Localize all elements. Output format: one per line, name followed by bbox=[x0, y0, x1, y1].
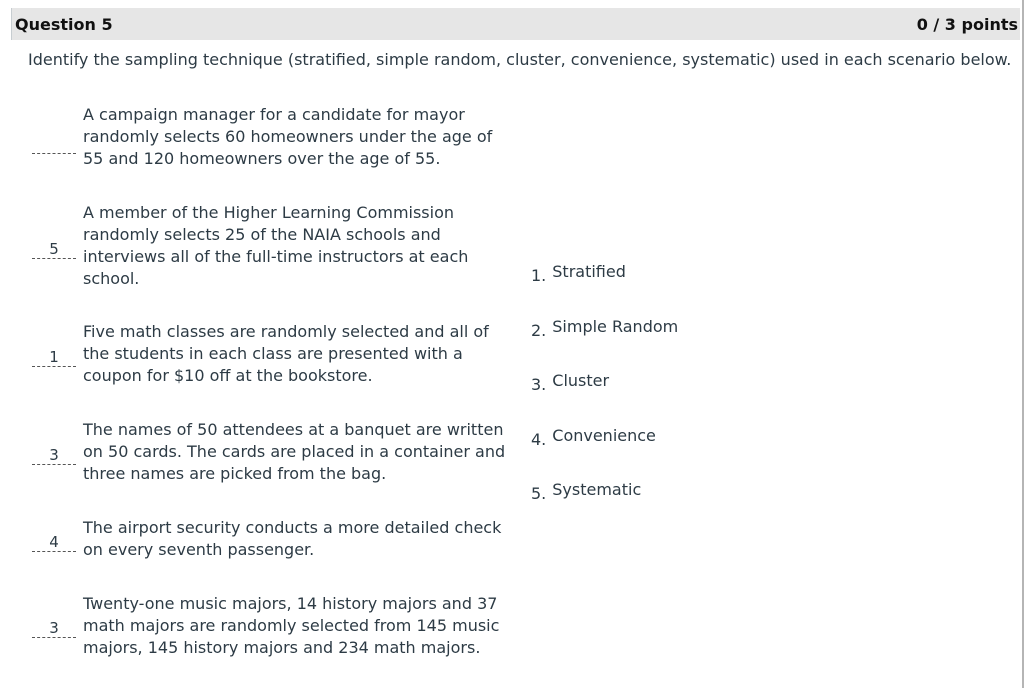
answer-value-4: 3 bbox=[49, 446, 59, 464]
option-label: Systematic bbox=[552, 480, 642, 499]
option-label: Cluster bbox=[552, 371, 610, 390]
option-label: Simple Random bbox=[552, 317, 679, 336]
answer-field-3[interactable] bbox=[32, 348, 76, 367]
option-number: 3. bbox=[531, 375, 547, 394]
answer-value-5: 4 bbox=[49, 533, 59, 551]
scenario-text-6: Twenty-one music majors, 14 history majors and 37 math majors are randomly selected from 145 music majors, 145 history majors and 234 math majors. bbox=[83, 594, 500, 657]
answer-field-6[interactable] bbox=[32, 619, 76, 638]
option-3 bbox=[531, 371, 610, 394]
option-5 bbox=[531, 480, 642, 503]
option-number: 4. bbox=[531, 430, 547, 449]
answer-field-2[interactable] bbox=[32, 240, 76, 259]
option-number: 5. bbox=[531, 484, 547, 503]
option-label: Convenience bbox=[552, 426, 656, 445]
option-2 bbox=[531, 317, 679, 340]
option-1 bbox=[531, 262, 626, 285]
option-4 bbox=[531, 426, 656, 449]
scenario-text-1: A campaign manager for a candidate for mayor randomly selects 60 homeowners under the age of 55 and 120 homeowners over the age of 55. bbox=[83, 105, 493, 168]
scenario-text-3: Five math classes are randomly selected and all of the students in each class are presented with a coupon for $10 off at the bookstore. bbox=[83, 322, 489, 385]
option-number: 2. bbox=[531, 321, 547, 340]
answer-field-4[interactable] bbox=[32, 446, 76, 465]
scenario-text-2: A member of the Higher Learning Commission randomly selects 25 of the NAIA schools and interviews all of the full-time instructors at each school. bbox=[83, 203, 469, 288]
question-title: Question 5 bbox=[15, 14, 113, 34]
answer-value-6: 3 bbox=[49, 619, 59, 637]
answer-field-5[interactable] bbox=[32, 533, 76, 552]
answer-value-3: 1 bbox=[49, 348, 59, 366]
question-header bbox=[11, 8, 1020, 40]
scenario-text-5: The airport security conducts a more detailed check on every seventh passenger. bbox=[83, 518, 502, 559]
option-number: 1. bbox=[531, 266, 547, 285]
answer-field-1[interactable] bbox=[32, 138, 76, 154]
option-label: Stratified bbox=[552, 262, 626, 281]
scenario-text-4: The names of 50 attendees at a banquet are written on 50 cards. The cards are placed in a container and three names are picked from the bag. bbox=[83, 420, 506, 483]
instructions-text: Identify the sampling technique (stratified, simple random, cluster, convenience, systematic) used in each scenario below. bbox=[28, 50, 1012, 69]
question-points: 0 / 3 points bbox=[916, 14, 1018, 34]
answer-value-2: 5 bbox=[49, 240, 59, 258]
